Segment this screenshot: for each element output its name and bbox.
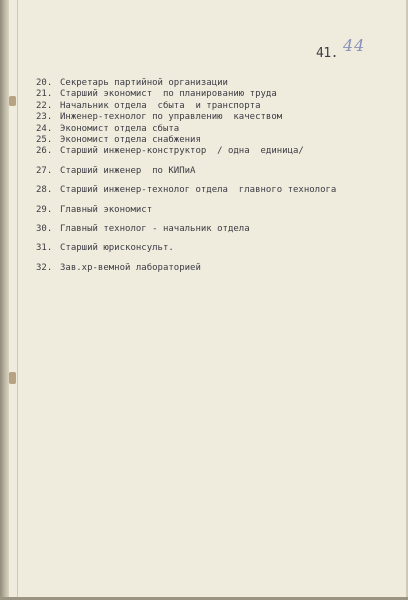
item-text: Старший юрисконсульт. <box>60 243 174 254</box>
item-number: 29. <box>36 204 53 215</box>
item-number: 25. <box>36 134 53 145</box>
list-item <box>36 112 336 123</box>
item-number: 27. <box>36 165 53 176</box>
item-text: Секретарь партийной организации <box>60 78 228 88</box>
item-text: Инженер-технолог по управлению качеством <box>60 112 283 123</box>
list-item <box>36 224 336 235</box>
item-text: Экономист отдела снабжения <box>60 134 201 145</box>
list-item <box>36 78 336 89</box>
item-text: Старший экономист по планированию труда <box>60 89 277 100</box>
list-item <box>36 124 336 135</box>
item-text: Экономист отдела сбыта <box>60 123 180 134</box>
item-number: 26. <box>36 146 53 157</box>
item-text: Главный экономист <box>60 204 153 215</box>
staple-mark <box>9 96 16 106</box>
list-item <box>36 205 336 216</box>
archive-page-number: 44 <box>343 36 366 55</box>
list-item <box>36 243 336 254</box>
fold-line <box>17 0 18 600</box>
list-item <box>36 101 336 112</box>
item-text: Старший инженер-технолог отдела главного технолога <box>60 185 337 196</box>
list-item <box>36 135 336 146</box>
item-number: 21. <box>36 89 53 100</box>
item-number: 28. <box>36 185 53 196</box>
staple-mark <box>9 372 16 384</box>
list-item <box>36 263 336 274</box>
item-number: 31. <box>36 243 53 254</box>
item-number: 32. <box>36 262 53 273</box>
item-number: 20. <box>36 78 53 88</box>
item-text: Главный технолог - начальник отдела <box>60 223 250 234</box>
folio-number: 41. <box>316 46 338 61</box>
item-number: 22. <box>36 100 53 111</box>
binding-edge <box>0 0 9 600</box>
item-text: Зав.хр-вемной лабораторией <box>60 262 201 273</box>
item-text: Старший инженер-конструктор / одна единица/ <box>60 146 304 157</box>
item-text: Старший инженер по КИПиА <box>60 165 196 176</box>
item-number: 23. <box>36 112 53 123</box>
list-item <box>36 185 336 196</box>
item-text: Начальник отдела сбыта и транспорта <box>60 100 261 111</box>
list-item <box>36 89 336 100</box>
list-item <box>36 166 336 177</box>
item-number: 24. <box>36 123 53 134</box>
list-item <box>36 146 336 157</box>
item-number: 30. <box>36 223 53 234</box>
positions-list <box>36 78 336 274</box>
